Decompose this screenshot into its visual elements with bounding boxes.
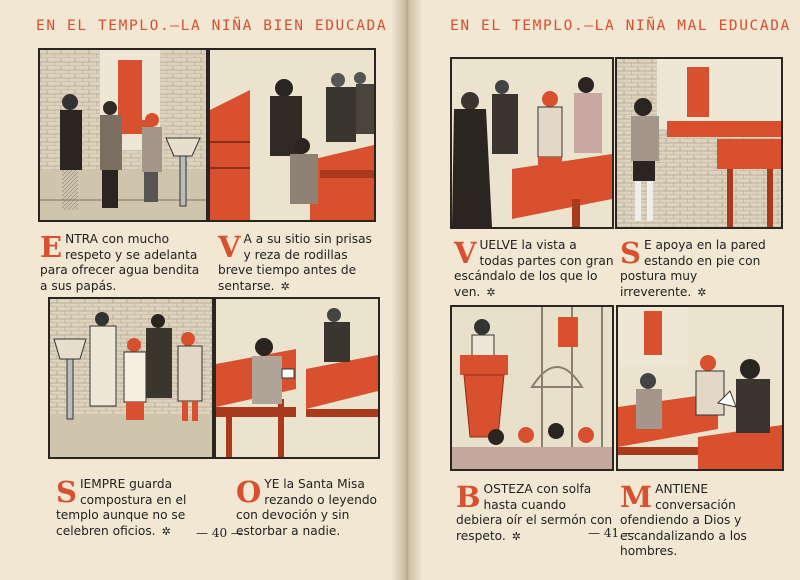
- illustration-looking-around: [450, 57, 614, 229]
- illustration-conversation: [616, 305, 784, 471]
- page-number-right: — 41 —: [588, 526, 635, 540]
- drop-cap: V: [454, 236, 477, 270]
- drop-cap: E: [40, 230, 63, 264]
- drop-cap: V: [218, 230, 241, 264]
- illustration-reading-mass: [214, 297, 380, 459]
- caption-siempre: [56, 477, 216, 539]
- caption-text: YE la Santa Misa rezando o leyendo con devoción y sin estorbar a nadie.: [236, 477, 378, 538]
- drop-cap: B: [456, 480, 481, 514]
- caption-va: [218, 232, 376, 294]
- illustration-leaning-wall: [615, 57, 783, 229]
- illustration-composure: [48, 297, 214, 459]
- illustration-kneeling-pew: [208, 48, 376, 222]
- left-page: [0, 0, 395, 580]
- caption-text: E apoya en la pared estando en pie con postura muy irreverente.: [620, 238, 766, 299]
- caption-text: NTRA con mucho respeto y se adelanta para ofrecer agua bendita a sus papás.: [40, 232, 200, 293]
- caption-se-apoya: [620, 238, 780, 300]
- caption-text: IEMPRE guarda compostura en el templo aunque no se celebren oficios.: [56, 477, 187, 538]
- right-page: [420, 0, 800, 580]
- caption-oye: [236, 477, 386, 539]
- caption-text: A a su sitio sin prisas y reza de rodillas breve tiempo antes de sentarse.: [218, 232, 372, 293]
- drop-cap: O: [236, 475, 262, 509]
- caption-text: OSTEZA con solfa hasta cuando debiera oír el sermón con respeto.: [456, 482, 613, 543]
- ornament-icon: ✲: [697, 285, 707, 299]
- caption-vuelve: [454, 238, 614, 300]
- drop-cap: M: [620, 480, 653, 514]
- page-title-right: EN EL TEMPLO.—LA NIÑA MAL EDUCADA: [450, 18, 791, 34]
- illustration-entering-church: [38, 48, 208, 222]
- caption-text: ANTIENE conversación ofendiendo a Dios y escandalizando a los hombres.: [620, 482, 747, 558]
- page-number-left: — 40 —: [196, 526, 243, 540]
- ornament-icon: ✲: [511, 529, 521, 543]
- page-title-left: EN EL TEMPLO.—LA NIÑA BIEN EDUCADA: [36, 18, 388, 34]
- caption-entra: [40, 232, 208, 294]
- ornament-icon: ✲: [280, 279, 290, 293]
- caption-mantiene: [620, 482, 782, 560]
- drop-cap: S: [620, 236, 641, 270]
- drop-cap: S: [56, 475, 77, 509]
- illustration-yawning-sermon: [450, 305, 614, 471]
- ornament-icon: ✲: [161, 524, 171, 538]
- book-gutter: [392, 0, 422, 580]
- ornament-icon: ✲: [486, 285, 496, 299]
- caption-text: UELVE la vista a todas partes con gran escándalo de los que lo ven.: [454, 238, 614, 299]
